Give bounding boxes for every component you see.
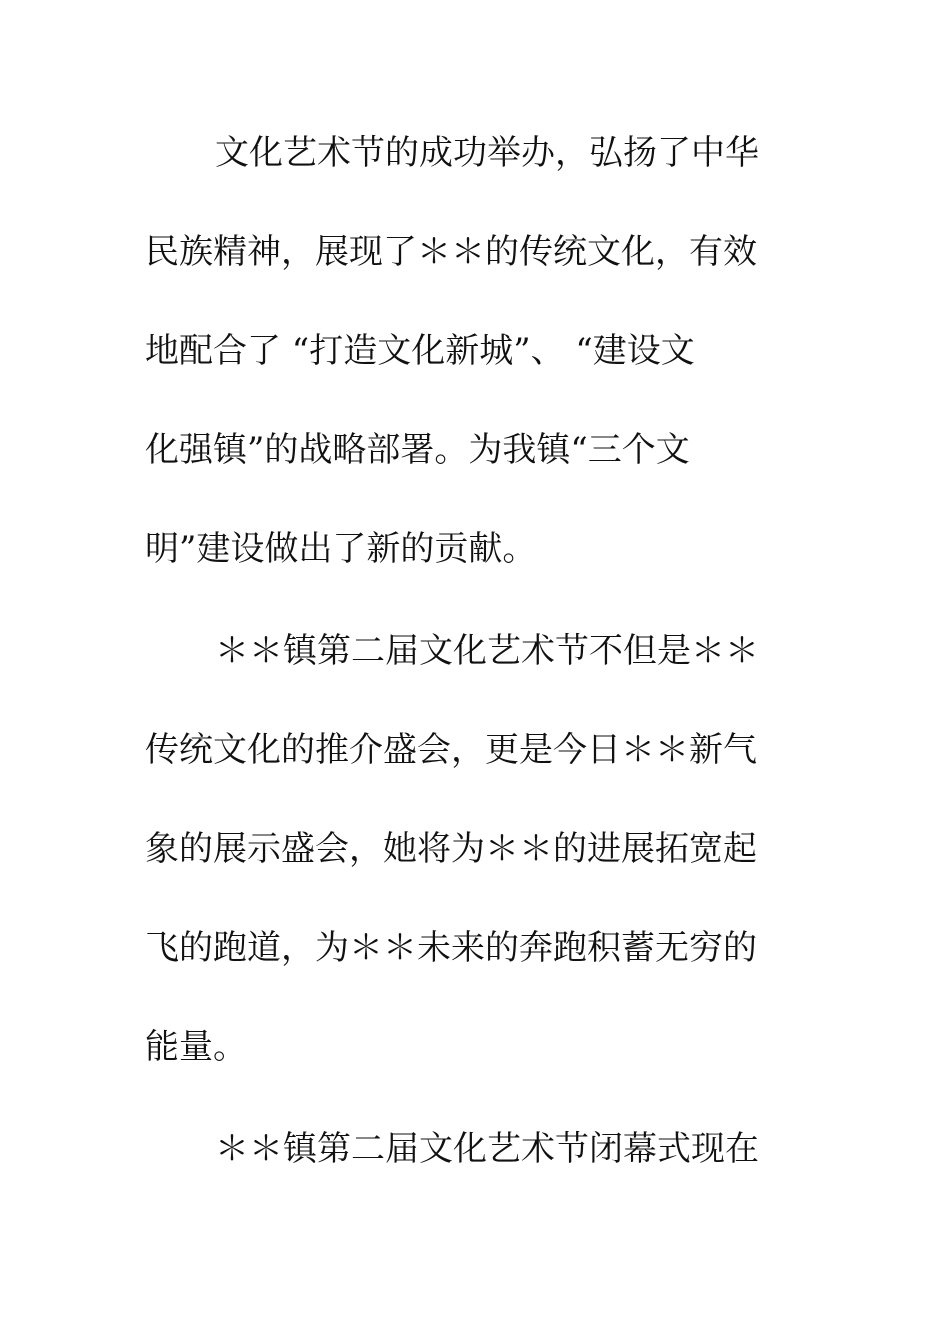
paragraph-1-line-5: 明”建设做出了新的贡献。	[145, 529, 537, 569]
paragraph-2-line-2: 传统文化的推介盛会，更是今日＊＊新气	[145, 730, 757, 770]
paragraph-2-line-1: ＊＊镇第二届文化艺术节不但是＊＊	[215, 631, 759, 671]
paragraph-3-line-1: ＊＊镇第二届文化艺术节闭幕式现在	[215, 1129, 759, 1169]
paragraph-2-line-3: 象的展示盛会，她将为＊＊的进展拓宽起	[145, 829, 757, 869]
paragraph-1-line-1: 文化艺术节的成功举办，弘扬了中华	[215, 133, 759, 173]
paragraph-2-line-5: 能量。	[145, 1027, 247, 1067]
paragraph-2-line-4: 飞的跑道，为＊＊未来的奔跑积蓄无穷的	[145, 928, 757, 968]
paragraph-1-line-4: 化强镇”的战略部署。为我镇“三个文	[145, 430, 690, 470]
paragraph-1-line-3: 地配合了 “打造文化新城”、 “建设文	[145, 331, 695, 371]
paragraph-1-line-2: 民族精神，展现了＊＊的传统文化，有效	[145, 232, 757, 272]
